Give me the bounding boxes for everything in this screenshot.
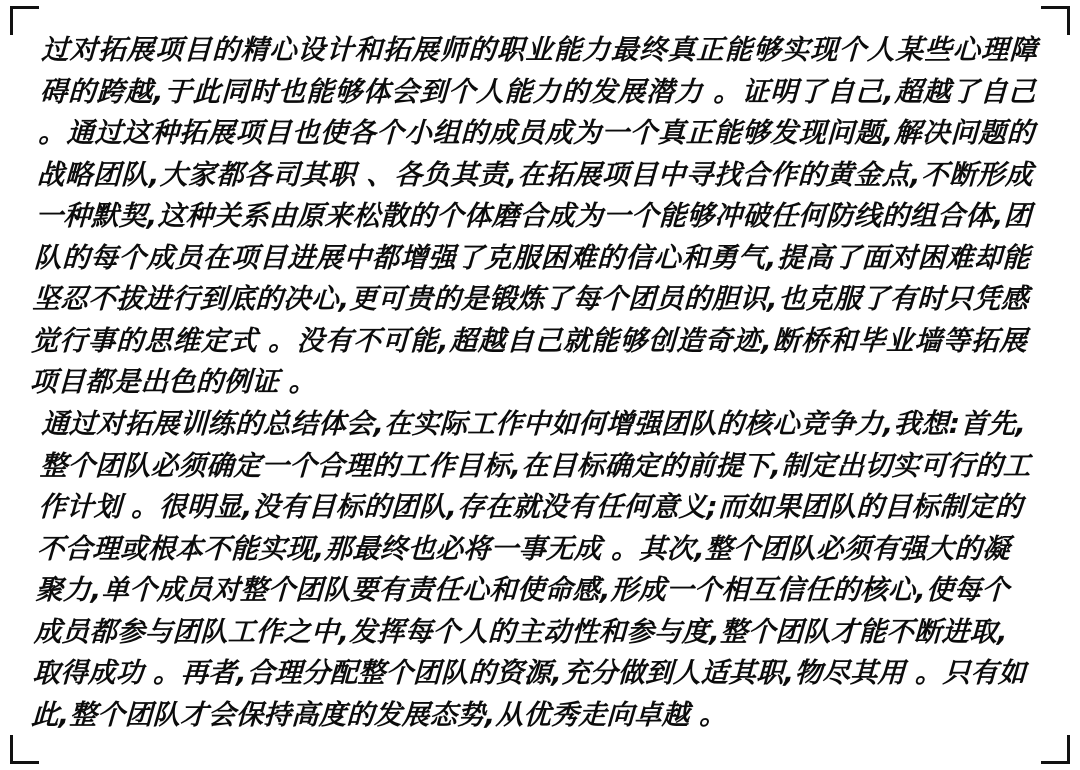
paragraph-1: 过对拓展项目的精心设计和拓展师的职业能力最终真正能够实现个人某些心理障碍的跨越,于此同时也能够体会到个人能力的发展潜力 。证明了自己,超越了自己 。通过这种拓展项目也使各个小组的成员成为一个真正能够发现问题,解决问题的战略团队,大家都各司其职 、各负其责,在拓展项目中寻找合作的黄金点,不断形成一种默契,这种关系由原来松散的个体磨合成为一个能够冲破任何防线的组合体,团队的每个成员在项目进展中都增强了克服困难的信心和勇气,提高了面对困难却能坚忍不拔进行到底的决心,更可贵的是锻炼了每个团员的胆识,也克服了有时只凭感觉行事的思维定式 。没有不可能,超越自己就能够创造奇迹,断桥和毕业墙等拓展项目都是出色的例证 。 xyxy=(29,34,1038,398)
crop-mark-top-right xyxy=(1041,6,1070,35)
crop-mark-top-left xyxy=(10,6,39,35)
crop-mark-bottom-right xyxy=(1041,735,1070,764)
document-body xyxy=(29,30,1038,736)
crop-mark-bottom-left xyxy=(10,735,39,764)
paragraph-2: 通过对拓展训练的总结体会,在实际工作中如何增强团队的核心竞争力,我想:首先,整个团队必须确定一个合理的工作目标,在目标确定的前提下,制定出切实可行的工作计划 。很明显,没有目标的团队,存在就没有任何意义;而如果团队的目标制定的不合理或根本不能实现,那最终也必将一事无成 。其次,整个团队必须有强大的凝聚力,单个成员对整个团队要有责任心和使命感,形成一个相互信任的核心,使每个成员都参与团队工作之中,发挥每个人的主动性和参与度,整个团队才能不断进取,取得成功 。再者,合理分配整个团队的资源,充分做到人适其职,物尽其用 。只有如此,整个团队才会保持高度的发展态势,从优秀走向卓越 。 xyxy=(30,407,1032,730)
